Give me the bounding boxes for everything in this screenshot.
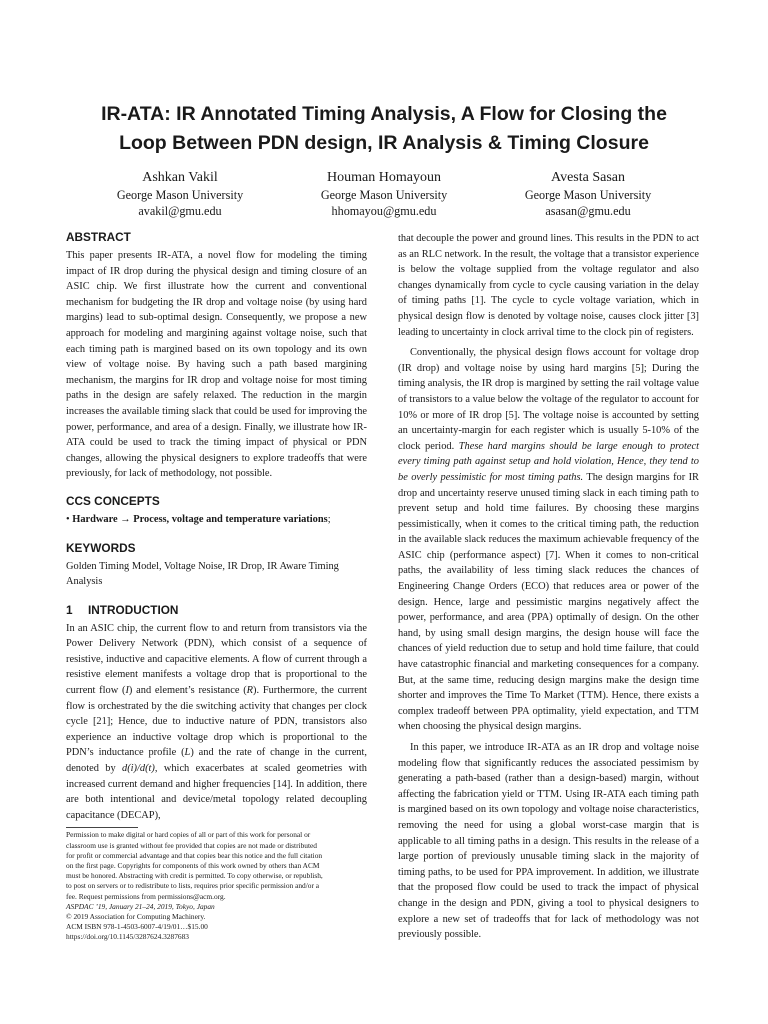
permission-line: for profit or commercial advantage and that copies bear this notice and the full citation bbox=[66, 850, 323, 860]
author-name: Ashkan Vakil bbox=[142, 170, 218, 185]
text-run: ) and element’s resistance ( bbox=[128, 685, 247, 697]
ccs-tail: ; bbox=[327, 513, 331, 525]
author-email: asasan@gmu.edu bbox=[545, 204, 631, 218]
text-run: ). Furthermore, the current flow is orchestrated by the die switching activity that changes per clock cycle [21]; Hence, due to inductive nature of PDN, transistors also experience an inductive voltage drop which is proportional to the PDN’s inductance profile ( bbox=[66, 685, 367, 759]
permission-line: must be honored. Abstracting with credit is permitted. To copy otherwise, or republish, bbox=[66, 871, 323, 881]
ccs-arrow: → bbox=[120, 513, 131, 525]
section-title: INTRODUCTION bbox=[88, 602, 179, 617]
section-number: 1 bbox=[66, 602, 73, 617]
ccs-heading: CCS CONCEPTS bbox=[66, 493, 160, 508]
author-email: avakil@gmu.edu bbox=[138, 204, 222, 218]
permission-line: fee. Request permissions from permissions@acm.org. bbox=[66, 891, 226, 901]
intro-paragraph-1-continued: that decouple the power and ground lines. This results in the PDN to act as an RLC network. In the result, the voltage that a transistor experience is below the voltage supplied from the voltage regulator and also changes dynamically from cycle to cycle causing variation in the delay of timing paths [1]. The cycle to cycle voltage variation, which in physical design flow is denoted by voltage noise, causes clock jitter [3] leading to uncertainty in clock arrival time to the clock pin of registers. bbox=[398, 233, 699, 338]
symbol-resistance: R bbox=[246, 685, 254, 697]
permission-line: to post on servers or to redistribute to lists, requires prior specific permission and/or a bbox=[66, 881, 320, 891]
symbol-current: I bbox=[125, 685, 129, 697]
author-affiliation: George Mason University bbox=[320, 188, 448, 202]
title-line-1: IR-ATA: IR Annotated Timing Analysis, A Flow for Closing the bbox=[101, 103, 667, 125]
intro-paragraph-1 bbox=[66, 621, 367, 824]
copyright-block bbox=[66, 830, 367, 942]
ccs-term-hardware: Hardware bbox=[72, 513, 118, 525]
intro-paragraph-3: In this paper, we introduce IR-ATA as an IR drop and voltage noise modeling flow that significantly reduces the associated pessimism by generating a path-based (rather than a design-based) margin, without affecting the fabrication yield or TTM. Using IR-ATA each timing path is margined based on its own topology and voltage noise characteristics, removing the need for using a global worst-case margin that is applicable to all timing paths in a design. This results in the release of a large portion of previously unusable timing slack in the majority of timing paths, to be used for PPA improvement. In addition, we illustrate that the proposed flow could be used to track the impact of physical change in the design and PDN, giving a tool to physical designers to explore a new set of tradeoffs that for lack of methodology was not previously possible. bbox=[398, 742, 699, 941]
footnote-rule bbox=[66, 827, 138, 828]
author-3 bbox=[486, 169, 690, 219]
author-block bbox=[78, 169, 690, 219]
ccs-bullet: • bbox=[66, 513, 70, 525]
text-run: The design margins for IR drop and uncertainty reserve unused timing slack in each timing path to prevent setup and hold time failures. By choosing these margins pessimistically, when it comes to the critical timing path, the reduction in the available slack reduces the maximum achievable frequency of the ASIC chip (performance aspect) [7]. When it comes to non-critical paths, the availability of less timing slack reduces the chances of Engineering Change Orders (ECO) that reduces area or power of the design. Hence, large and pessimistic margins negatively affect the power, performance, and area (PPA) optimally of design. On the other hand, by using small design margins, the design house will face the chances of yield reduction due to setup and hold time failure, that could have catastrophic financial and marketing consequences for a company. But, at the same time, reducing design margins make the design time shorter and improves the Time To Market (TTM). Hence, there exists a complex tradeoff between PPA optimality, yield expectation, and TTM when choosing the physical design margins. bbox=[398, 471, 699, 733]
symbol-didt: d(i)/d(t) bbox=[122, 763, 155, 775]
permission-line: classroom use is granted without fee provided that copies are not made or distributed bbox=[66, 840, 318, 850]
author-name: Houman Homayoun bbox=[327, 170, 441, 185]
text-run: ) and the rate of change in the current, denoted by bbox=[66, 747, 367, 775]
keywords-heading: KEYWORDS bbox=[66, 540, 136, 555]
doi-link[interactable]: https://doi.org/10.1145/3287624.3287683 bbox=[66, 932, 189, 942]
text-run: In an ASIC chip, the current flow to and return from transistors via the Power Delivery Network (PDN), which consist of a sequence of resistive, inductive and capacitive elements. A flow of current through a resistive element manifests a voltage drop that is proportional to the current flow ( bbox=[66, 622, 367, 697]
venue-line: ASPDAC ’19, January 21–24, 2019, Tokyo, Japan bbox=[66, 901, 215, 911]
abstract-heading: ABSTRACT bbox=[66, 230, 131, 244]
ccs-concepts bbox=[66, 512, 367, 528]
author-name: Avesta Sasan bbox=[551, 170, 625, 185]
title-line-2: Loop Between PDN design, IR Analysis & Timing Closure bbox=[119, 132, 649, 154]
author-2 bbox=[282, 169, 486, 219]
left-column bbox=[66, 229, 367, 943]
symbol-inductance: L bbox=[184, 747, 191, 759]
isbn-line: ACM ISBN 978-1-4503-6007-4/19/01…$15.00 bbox=[66, 922, 208, 932]
paper-title bbox=[40, 100, 728, 158]
introduction-heading bbox=[66, 602, 367, 618]
keywords-text: Golden Timing Model, Voltage Noise, IR Drop, IR Aware Timing Analysis bbox=[66, 560, 339, 588]
abstract-text: This paper presents IR-ATA, a novel flow for modeling the timing impact of IR drop during the physical design and timing closure of an ASIC chip. We first illustrate how the current and conventional mechanism for budgeting the IR drop and voltage noise (by using hard margins) lead to sub-optimal design. Consequently, we propose a new approach for modeling and margining against voltage noise, such that each timing path is margined based on its own topology and its own view of voltage noise. By having such a path based margining mechanism, the margins for IR drop and voltage noise for most timing paths in the design are safely relaxed. The reduction in the margin increases the available timing slack that could be used for improving the power, performance, and area of a design. Finally, we illustrate how IR-ATA could be used to track the timing impact of physical or PDN changes, allowing the physical designers to explore tradeoffs that were previously, for lack of methodology, not possible. bbox=[66, 250, 367, 480]
permission-line: Permission to make digital or hard copies of all or part of this work for personal or bbox=[66, 830, 311, 840]
emphasized-text: These hard margins should be large enough to protect every timing path against setup and hold violation, Hence, they tend to be overly pessimistic for most timing paths. bbox=[398, 440, 699, 483]
author-affiliation: George Mason University bbox=[524, 188, 652, 202]
intro-paragraph-2 bbox=[398, 345, 699, 735]
copyright-line: © 2019 Association for Computing Machinery. bbox=[66, 912, 206, 922]
author-email: hhomayou@gmu.edu bbox=[331, 204, 437, 218]
text-run: , which exacerbates at scaled geometries with increased current demand and higher frequencies [14]. In addition, there are both intentional and device/metal topology related decoupling capacitance (DECAP), bbox=[66, 763, 367, 821]
author-1 bbox=[78, 169, 282, 219]
text-run: Conventionally, the physical design flows account for voltage drop (IR drop) and voltage noise by using hard margins [5]; During the timing analysis, the IR drop is margined by setting the rail voltage value of transistors to a value below the voltage of the regulator to account for 10% or more of IR drop [5]. The voltage noise is accounted by setting an uncertainty-margin for each register which is usually 5-10% of the clock period. bbox=[398, 347, 699, 452]
right-column bbox=[398, 231, 699, 943]
permission-line: on the first page. Copyrights for components of this work owned by others than ACM bbox=[66, 861, 320, 871]
author-affiliation: George Mason University bbox=[116, 188, 244, 202]
ccs-term-pvt: Process, voltage and temperature variations bbox=[133, 513, 328, 525]
